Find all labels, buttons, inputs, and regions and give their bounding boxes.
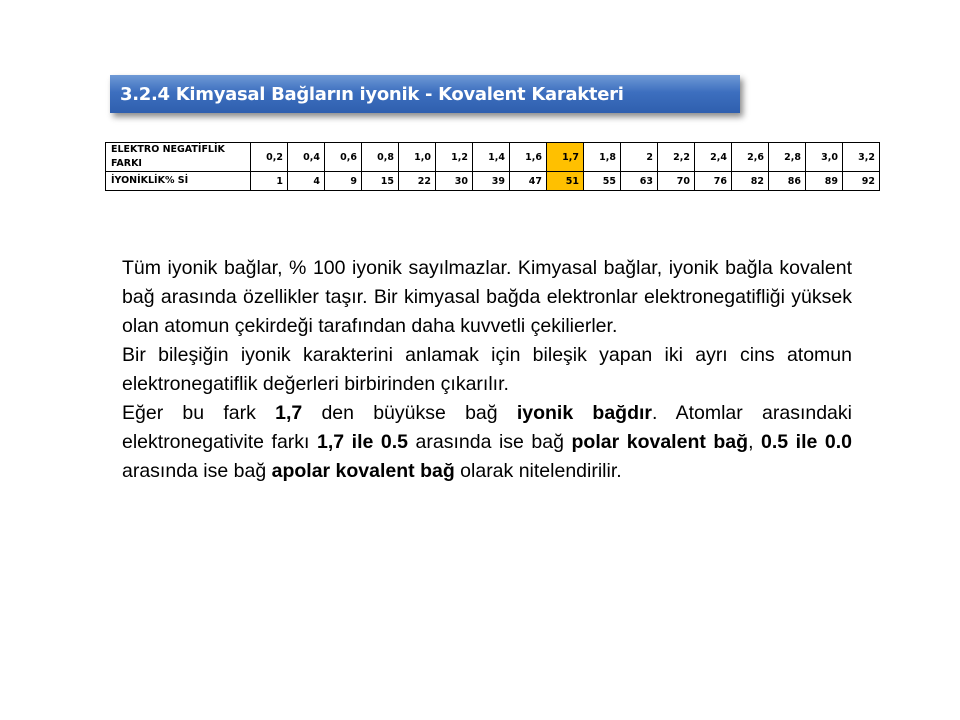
en-diff-cell: 1,4: [473, 143, 510, 172]
paragraph-3: [122, 399, 852, 486]
en-diff-cell: 2,6: [732, 143, 769, 172]
ionic-pct-cell: 4: [288, 172, 325, 191]
ionic-pct-cell: 92: [843, 172, 880, 191]
p3-text: . Atomlar arasındaki elektronegativite farkı: [122, 402, 852, 453]
ionic-pct-cell: 76: [695, 172, 732, 191]
section-title: 3.2.4 Kimyasal Bağların iyonik - Kovalent Karakteri: [120, 83, 624, 105]
ionic-pct-cell: 86: [769, 172, 806, 191]
en-diff-cell: 1,6: [510, 143, 547, 172]
en-diff-cell: 1,0: [399, 143, 436, 172]
p3-bold: polar kovalent bağ: [571, 431, 749, 453]
ionic-pct-row: [106, 172, 880, 191]
en-diff-header: ELEKTRO NEGATİFLİK FARKI: [106, 143, 251, 172]
en-diff-cell: 3,0: [806, 143, 843, 172]
p3-bold: 1,7: [275, 402, 303, 424]
p3-text: arasında ise bağ: [408, 431, 572, 453]
en-diff-cell: 2,2: [658, 143, 695, 172]
ionic-pct-cell: 22: [399, 172, 436, 191]
ionic-pct-cell: 30: [436, 172, 473, 191]
ionic-pct-cell: 1: [251, 172, 288, 191]
paragraph-1: Tüm iyonik bağlar, % 100 iyonik sayılmazlar. Kimyasal bağlar, iyonik bağla kovalent bağ arasında özellikler taşır. Bir kimyasal bağda elektronlar elektronegatifliği yüksek olan atomun çekirdeği tarafından daha kuvvetli çekilierler.: [122, 257, 852, 337]
en-diff-cell: 1,8: [584, 143, 621, 172]
ionic-pct-cell: 89: [806, 172, 843, 191]
ionic-pct-cell: 9: [325, 172, 362, 191]
en-diff-cell: 3,2: [843, 143, 880, 172]
p3-text: den büyükse bağ: [302, 402, 517, 424]
ionic-pct-cell: 51: [547, 172, 584, 191]
en-diff-cell: 1,7: [547, 143, 584, 172]
electronegativity-table: [105, 142, 880, 191]
ionic-pct-header: İYONİKLİK% Sİ: [106, 172, 251, 191]
en-diff-cell: 2,4: [695, 143, 732, 172]
en-diff-cell: 0,8: [362, 143, 399, 172]
en-diff-cell: 0,4: [288, 143, 325, 172]
en-diff-cell: 2: [621, 143, 658, 172]
section-title-bar: [110, 75, 740, 113]
ionic-pct-cell: 70: [658, 172, 695, 191]
p3-bold: 0.5 ile 0.0: [761, 431, 853, 453]
en-diff-row: [106, 143, 880, 172]
p3-text: Eğer bu fark: [122, 402, 276, 424]
paragraph-2: Bir bileşiğin iyonik karakterini anlamak için bileşik yapan iki ayrı cins atomun elektronegatiflik değerleri birbirinden çıkarılır.: [122, 344, 852, 395]
ionic-pct-cell: 55: [584, 172, 621, 191]
ionic-pct-cell: 47: [510, 172, 547, 191]
ionic-pct-cell: 63: [621, 172, 658, 191]
p3-bold: apolar kovalent bağ: [271, 460, 455, 482]
en-diff-cell: 1,2: [436, 143, 473, 172]
p3-text: olarak nitelendirilir.: [454, 460, 622, 482]
ionic-pct-cell: 15: [362, 172, 399, 191]
ionic-pct-cell: 39: [473, 172, 510, 191]
en-diff-cell: 2,8: [769, 143, 806, 172]
p3-text: ,: [748, 431, 762, 453]
explanation-text: [122, 254, 852, 486]
ionic-pct-cell: 82: [732, 172, 769, 191]
p3-bold: iyonik bağdır: [516, 402, 653, 424]
en-diff-cell: 0,6: [325, 143, 362, 172]
p3-text: arasında ise bağ: [122, 460, 272, 482]
p3-bold: 1,7 ile 0.5: [317, 431, 408, 453]
en-diff-cell: 0,2: [251, 143, 288, 172]
